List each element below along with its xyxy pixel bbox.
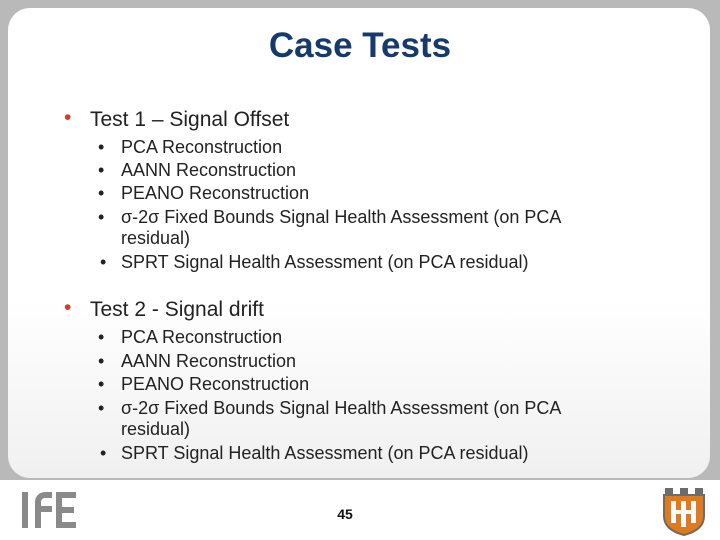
bullet-icon: • <box>64 106 72 129</box>
bullet-icon: • <box>98 160 105 180</box>
institution-logo-icon <box>661 486 707 536</box>
bullet-icon: • <box>100 443 107 463</box>
bullet-icon: • <box>98 137 105 157</box>
bullet-icon: • <box>98 374 105 394</box>
ife-logo-icon <box>22 490 78 530</box>
bullet-icon: • <box>98 398 105 418</box>
page-number: 45 <box>337 506 353 522</box>
bullet-icon: • <box>98 183 105 203</box>
bullet-icon: • <box>98 351 105 371</box>
bullet-icon: • <box>64 296 72 319</box>
bullet-icon: • <box>98 207 105 227</box>
bullet-icon: • <box>98 327 105 347</box>
heading-text: Test 2 - Signal drift <box>90 298 264 321</box>
bullet-icon: • <box>100 252 107 272</box>
heading-text: Test 1 – Signal Offset <box>90 108 290 131</box>
slide-title: Case Tests <box>268 26 452 65</box>
